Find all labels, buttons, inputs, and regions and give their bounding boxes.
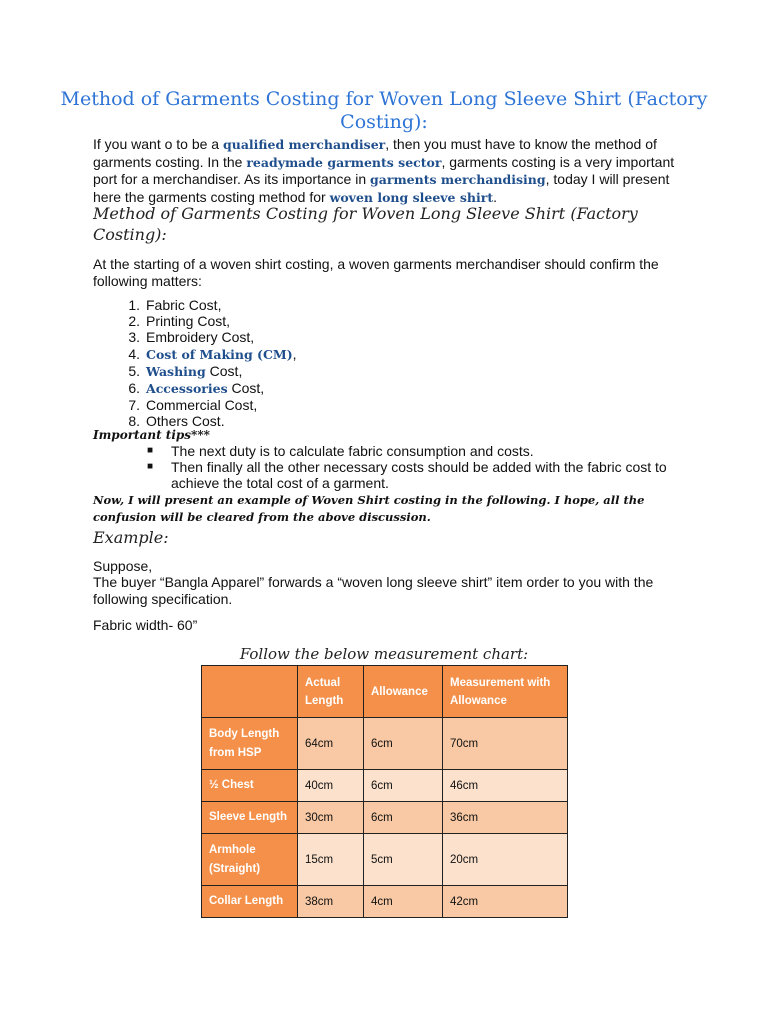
header-cell [202,666,298,718]
list-item [128,362,297,380]
tips-label: Important tips*** [93,428,210,442]
table-row [202,802,568,834]
table-row [202,886,568,918]
tip-text: Then finally all the other necessary costs should be added with the fabric cost to achieve the total cost of a garment. [171,459,667,492]
tip-item [147,443,691,459]
bullet-icon: ■ [147,461,154,473]
allowance-cell: 5cm [364,834,443,886]
list-item [128,313,297,330]
row-label: Sleeve Length [202,802,298,834]
actual-cell: 64cm [298,718,364,770]
link-accessories[interactable]: Accessories [146,381,228,397]
total-cell: 46cm [443,770,568,802]
actual-cell: 38cm [298,886,364,918]
list-number: 1. [128,297,140,313]
measurement-chart-heading: Follow the below measurement chart: [239,645,529,663]
link-woven-long-sleeve-shirt[interactable]: woven long sleeve shirt [329,189,494,205]
total-cell: 70cm [443,718,568,770]
example-intro: Now, I will present an example of Woven Shirt costing in the following. I hope, all the confusion will be cleared from the above discussion. [93,493,645,524]
list-number: 8. [128,413,140,430]
list-item [128,297,297,313]
header-cell: Measurement with Allowance [443,666,568,718]
list-item [128,329,297,346]
list-item [128,380,297,397]
header-cell: Actual Length [298,666,364,718]
list-number: 4. [128,345,140,362]
actual-cell: 15cm [298,834,364,886]
fabric-width: Fabric width- 60” [93,617,198,633]
intro-text: , garments costing is a very important port for a merchandiser. As its importance in [93,153,675,187]
list-text: Fabric Cost, [146,297,222,313]
row-label: Body Length from HSP [202,718,298,770]
list-number: 5. [128,362,140,379]
link-washing[interactable]: Washing [146,363,206,379]
list-number: 2. [128,313,140,330]
intro-text: If you want o to be a [93,136,223,152]
allowance-cell: 4cm [364,886,443,918]
suppose-text: Suppose, [93,558,153,574]
link-qualified-merchandiser[interactable]: qualified merchandiser [222,137,386,152]
intro-text: , today I will present here the garments costing method for [93,171,670,205]
list-text: Printing Cost, [146,313,231,330]
link-cost-of-making[interactable]: Cost of Making (CM) [146,346,293,362]
list-number: 3. [128,329,140,346]
allowance-cell: 6cm [364,718,443,770]
row-label: ½ Chest [202,770,298,802]
total-cell: 20cm [443,834,568,886]
link-garments-merchandising[interactable]: garments merchandising [370,172,546,187]
table-row [202,718,568,770]
measurement-table [201,665,568,918]
allowance-cell: 6cm [364,770,443,802]
list-text: Cost, [205,362,243,379]
list-text: , [292,345,297,362]
section-heading: Method of Garments Costing for Woven Long Sleeve Shirt (Factory Costing): [93,204,638,244]
list-item [128,397,297,414]
tip-text: The next duty is to calculate fabric consumption and costs. [171,443,534,459]
cost-list [128,297,297,430]
bullet-icon: ■ [147,445,154,456]
actual-cell: 40cm [298,770,364,802]
intro-text: , then you must have to know the method of garments costing. In the [93,136,657,170]
link-readymade-garments-sector[interactable]: readymade garments sector [246,154,442,170]
total-cell: 36cm [443,802,568,834]
total-cell: 42cm [443,886,568,918]
table-header-row [202,666,568,718]
row-label: Collar Length [202,886,298,918]
intro-paragraph [93,136,683,206]
list-text: Embroidery Cost, [146,329,255,346]
table-row [202,834,568,886]
list-number: 6. [128,380,140,397]
starting-paragraph: At the starting of a woven shirt costing, a woven garments merchandiser should confirm the following matters: [93,256,659,289]
list-number: 7. [128,397,140,414]
tips-list [147,443,691,492]
list-text: Commercial Cost, [146,397,258,414]
list-text: Cost, [227,380,265,397]
header-cell: Allowance [364,666,443,718]
list-item [128,345,297,363]
allowance-cell: 6cm [364,802,443,834]
example-heading: Example: [93,528,169,547]
tip-item [147,459,691,492]
list-text: Others Cost. [146,413,225,430]
table-row [202,770,568,802]
buyer-paragraph: The buyer “Bangla Apparel” forwards a “woven long sleeve shirt” item order to you with the following specification. [93,574,654,607]
actual-cell: 30cm [298,802,364,834]
row-label: Armhole (Straight) [202,834,298,886]
intro-text: . [493,188,497,205]
page-title: Method of Garments Costing for Woven Long Sleeve Shirt (Factory Costing): [60,88,708,133]
